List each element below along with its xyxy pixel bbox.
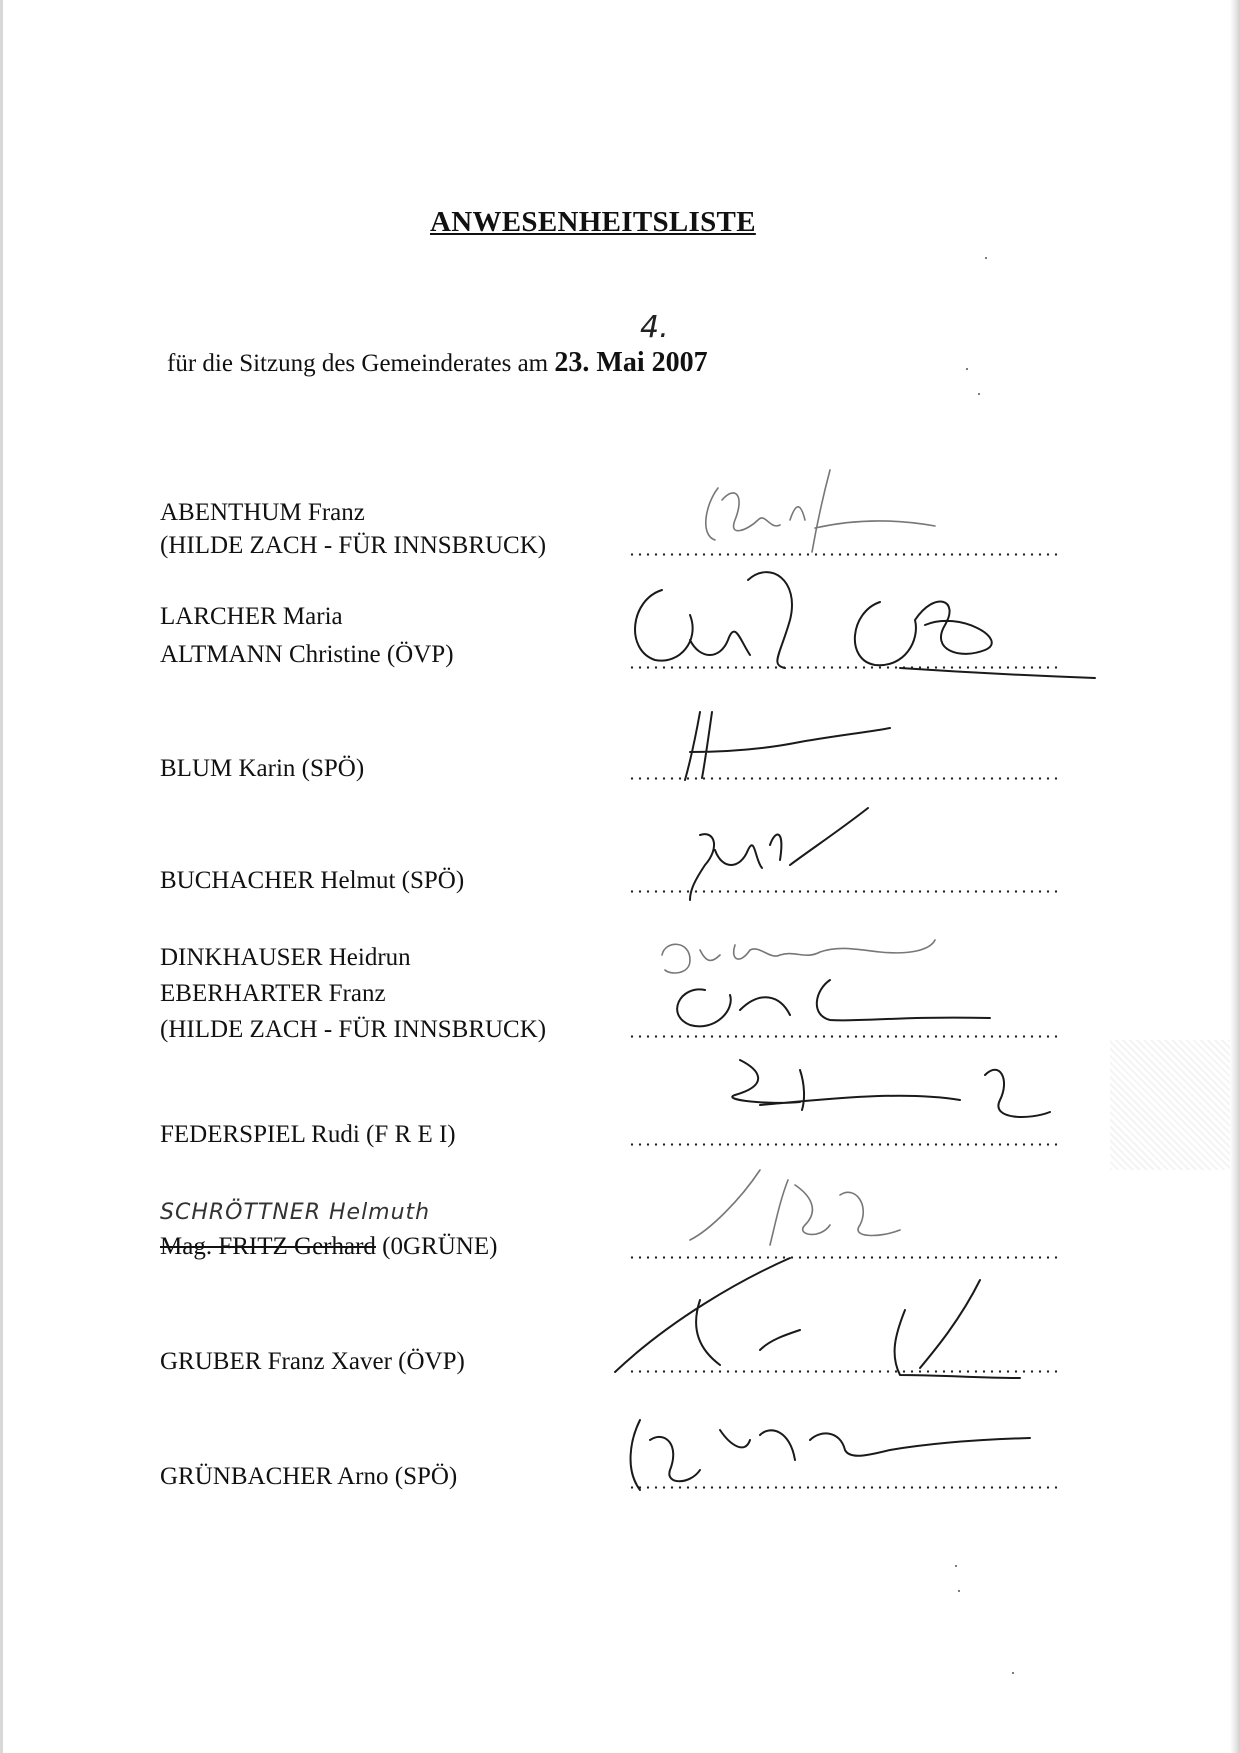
attendee-entry-larcher-altmann: [160, 598, 454, 674]
meeting-date: 23. Mai 2007: [554, 347, 708, 378]
signature-line: [628, 1256, 1058, 1259]
signature-line: [628, 1035, 1058, 1038]
signature-buchacher: [690, 808, 868, 900]
attendee-entry-abenthum: [160, 496, 546, 562]
scan-speck: [978, 393, 980, 395]
struck-name: Mag. FRITZ Gerhard: [160, 1233, 376, 1260]
signature-federspiel: [732, 1060, 1050, 1117]
scan-noise: [1110, 1040, 1230, 1170]
attendee-name-party: BUCHACHER Helmut (SPÖ): [160, 867, 465, 894]
signature-gruber: [615, 1258, 1020, 1378]
signature-eberharter: [677, 980, 990, 1026]
attendee-name-party: FEDERSPIEL Rudi (F R E I): [160, 1121, 456, 1148]
attendee-entry-gruenbacher: [160, 1460, 457, 1493]
scan-speck: [985, 257, 987, 259]
signature-line: [628, 1143, 1058, 1146]
scan-speck: [955, 1565, 957, 1567]
scan-speck: [966, 368, 968, 370]
signature-line: [628, 777, 1058, 780]
signature-gruenbacher: [631, 1420, 1030, 1490]
subtitle-prefix: für die Sitzung des Gemeinderates am: [167, 350, 549, 377]
attendee-name-party: GRÜNBACHER Arno (SPÖ): [160, 1463, 458, 1490]
attendee-entry-gruber: [160, 1345, 465, 1378]
signature-line: [628, 666, 1058, 669]
attendee-party: (HILDE ZACH - FÜR INNSBRUCK): [160, 532, 547, 559]
attendee-party: (HILDE ZACH - FÜR INNSBRUCK): [160, 1016, 547, 1043]
signature-larcher: [635, 572, 792, 668]
attendee-entry-buchacher: [160, 864, 464, 897]
signature-abenthum: [706, 470, 935, 552]
attendee-name: LARCHER Maria: [160, 603, 343, 630]
attendee-entry-federspiel: [160, 1118, 456, 1151]
scan-speck: [958, 1590, 960, 1592]
signature-line: [628, 553, 1058, 556]
attendee-entry-dinkhauser-eberharter: [160, 940, 546, 1048]
scan-edge-left: [0, 0, 3, 1753]
handwritten-date-correction: 4.: [640, 310, 669, 345]
meeting-subtitle: [167, 347, 708, 379]
signature-fritz: [690, 1170, 900, 1245]
signature-blum: [685, 712, 890, 780]
attendee-name-party: GRUBER Franz Xaver (ÖVP): [160, 1348, 465, 1375]
signature-line: [628, 890, 1058, 893]
attendee-name: DINKHAUSER Heidrun: [160, 944, 411, 971]
attendee-entry-blum: [160, 752, 364, 785]
signature-line: [628, 1370, 1058, 1373]
scan-edge-right: [1230, 0, 1240, 1753]
attendee-name: EBERHARTER Franz: [160, 980, 386, 1007]
attendee-party: (0GRÜNE): [375, 1233, 498, 1260]
signature-dinkhauser: [662, 940, 935, 973]
attendee-name-party: BLUM Karin (SPÖ): [160, 755, 365, 782]
attendee-name-party: ALTMANN Christine (ÖVP): [160, 641, 454, 668]
attendee-entry-fritz: [160, 1230, 497, 1263]
attendee-name: ABENTHUM Franz: [160, 499, 365, 526]
handwritten-replacement-name: SCHRÖTTNER Helmuth: [160, 1200, 431, 1225]
signature-line: [628, 1486, 1058, 1489]
page-title: ANWESENHEITSLISTE: [430, 206, 756, 238]
scan-speck: [1012, 1672, 1014, 1674]
